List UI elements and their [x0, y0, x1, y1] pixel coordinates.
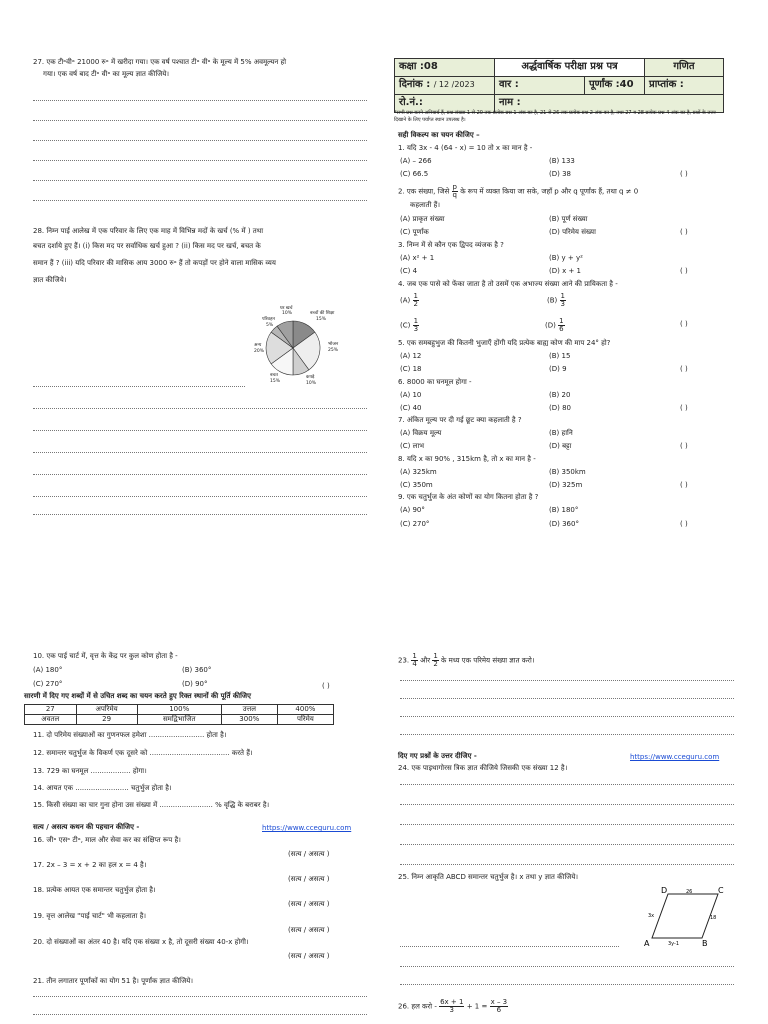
q23-f2-num: 1 [433, 652, 438, 660]
q21-answer-lines [33, 990, 367, 1020]
q28-text-line4: ज्ञात कीजिये। [33, 276, 67, 284]
q2-text-mid: के रूप में व्यक्त किया जा सके, जहाँ p और q पूर्णांक हैं, तथा q ≠ 0 [460, 187, 639, 196]
class-label: कक्षा :08 [395, 59, 495, 77]
q28-text-line1: 28. निम्न पाई आलेख में एक परिवार के लिए एक माह में विभिन्न मदों के खर्च (% में ) तथा [33, 227, 264, 235]
word-bank-row [25, 705, 334, 715]
pie-label: बचत [270, 373, 278, 378]
q4d-num: 1 [559, 317, 564, 325]
q27-text-line2: गया। एक वर्ष बाद टी॰ वी॰ का मूल्य ज्ञात कीजिये। [43, 70, 170, 78]
q10-option-d[interactable]: (D) 90° [182, 680, 208, 688]
side-ab-label: 3y-1 [668, 941, 680, 947]
website-link-left[interactable]: https://www.cceguru.com [262, 824, 352, 832]
q25-answer-lines [400, 940, 734, 990]
q26-f2-den: 6 [496, 1006, 502, 1014]
q27-text-line1: 27. एक टी॰वी॰ 21000 रु॰ में खरीदा गया। एक वर्ष पश्चात टी॰ वी॰ के मूल्य में 5% अवमूल्यन हो [33, 58, 287, 66]
q23-f1-den: 4 [412, 660, 417, 668]
pie-label: 10% [282, 311, 293, 316]
q10-option-a[interactable]: (A) 180° [33, 666, 63, 674]
q5-text: 5. एक समबहुभुज की कितनी भुजाएँ होंगी यदि प्रत्येक बाह्य कोण की माप 24° हो? [398, 339, 611, 347]
q4-option-c[interactable] [400, 318, 419, 333]
day-label: वार : [495, 77, 585, 95]
date-label: दिनांक : [399, 79, 431, 91]
q23-f2-den: 2 [433, 660, 438, 668]
q28-text-line2: बचत दर्शाये हुए हैं। (i) किस मद पर सर्वाधिक खर्च हुआ ? (ii) किस मद पर खर्च, बचत के [33, 242, 261, 250]
word-bank-cell: 29 [76, 715, 137, 725]
side-dc-label: 26 [686, 889, 693, 895]
q2-answer-bracket[interactable]: ( ) [680, 228, 688, 236]
q19-true-false[interactable]: (सत्य / असत्य ) [288, 926, 330, 934]
q23-text [398, 653, 535, 668]
q23-answer-lines [400, 670, 734, 740]
q2-option-d[interactable]: (D) परिमेय संख्या [549, 228, 596, 236]
q25-text: 25. निम्न आकृति ABCD समान्तर चतुर्भुज है। x तथा y ज्ञात कीजिये। [398, 873, 579, 881]
q9-option-d[interactable]: (D) 360° [549, 520, 579, 528]
q8-option-d[interactable]: (D) 325m [549, 481, 583, 489]
q15-text: 15. किसी संख्या का चार गुना होना उस संख्या में ........................ % वृद्धि के बराबर है। [33, 801, 270, 809]
q17-text: 17. 2x – 3 = x + 2 का हल x = 4 है। [33, 861, 147, 869]
q7-option-d[interactable]: (D) बट्टा [549, 442, 572, 450]
word-bank-row [25, 715, 334, 725]
word-bank-cell: 100% [137, 705, 221, 715]
pie-label: 10% [306, 381, 317, 386]
q21-text: 21. तीन लगातार पूर्णांकों का योग 51 है। पूर्णांक ज्ञात कीजिये। [33, 977, 193, 985]
score-label: प्राप्तांक : [645, 77, 724, 95]
website-link-right[interactable]: https://www.cceguru.com [630, 753, 720, 761]
q18-true-false[interactable]: (सत्य / असत्य ) [288, 900, 330, 908]
q23-text-end: के मध्य एक परिमेय संख्या ज्ञात करो। [441, 656, 535, 665]
pie-label: भोजन [328, 342, 339, 347]
q16-true-false[interactable]: (सत्य / असत्य ) [288, 850, 330, 858]
q23-f1-num: 1 [412, 652, 417, 660]
word-bank-cell: परिमेय [277, 715, 333, 725]
q4-option-d[interactable] [545, 318, 565, 333]
instructions: *सभी प्रश्न करने अनिवार्य हैं, प्रश्न संख्या 1 से 20 तक प्रत्येक प्रश्न 1 अंक का है, 21 से 26 तक प्रत्येक प्रश्न 2 अंक का है, तथा 27 व 28 प्रत्येक प्रश्न 4 अंक का है, प्रश्नों के उत्तर दिखाने के लिए पर्याप्त स्थान उपलब्ध है। [394, 110, 716, 123]
q3-option-d[interactable]: (D) x + 1 [549, 267, 581, 275]
q8-option-b[interactable]: (B) 350km [549, 468, 586, 476]
q2-frac-num: p [452, 183, 457, 191]
q23-fraction-1 [411, 653, 417, 668]
q5-answer-bracket[interactable]: ( ) [680, 365, 688, 373]
q4b-num: 1 [560, 292, 565, 300]
roll-label: रो.नं.: [395, 95, 495, 113]
word-bank-table [24, 704, 334, 725]
q26-label: 26. हल करो - [398, 1002, 437, 1011]
q26-text [398, 999, 508, 1014]
q8-option-c[interactable]: (C) 350m [400, 481, 433, 489]
q4-option-c-label: (C) [400, 321, 411, 330]
parallelogram-figure [640, 884, 730, 948]
q2-option-a[interactable]: (A) प्राकृत संख्या [400, 215, 445, 223]
q18-text: 18. प्रत्येक आयत एक समान्तर चतुर्भुज होता है। [33, 886, 156, 894]
name-label: नाम : [495, 95, 724, 113]
section-mcq-heading: सही विकल्प का चयन कीजिए – [398, 131, 480, 139]
pie-label: घर खर्च [280, 306, 293, 311]
q9-answer-bracket[interactable]: ( ) [680, 520, 688, 528]
q26-mid: + 1 = [466, 1002, 488, 1011]
q2-fraction [452, 184, 458, 199]
pie-label: कपड़े [306, 375, 315, 380]
q4-text: 4. जब एक पासे को फेंका जाता है तो उसमें एक अभाज्य संख्या आने की प्रायिकता है - [398, 280, 618, 288]
q10-option-b[interactable]: (B) 360° [182, 666, 212, 674]
q9-option-b[interactable]: (B) 180° [549, 506, 579, 514]
q5-option-d[interactable]: (D) 9 [549, 365, 567, 373]
pie-label: 25% [328, 348, 339, 353]
q4-option-d-frac [558, 318, 564, 333]
q5-option-c[interactable]: (C) 18 [400, 365, 422, 373]
pie-label: 15% [316, 317, 327, 322]
q3-text: 3. निम्न में से कौन एक द्विपद व्यंजक है ? [398, 241, 504, 249]
q4c-den: 3 [413, 325, 419, 333]
q28-text-line3: समान हैं ? (iii) यदि परिवार की मासिक आय 3000 रु॰ हैं तो कपड़ों पर होने वाला मासिक व्यय [33, 259, 276, 267]
word-bank-cell: उत्तल [221, 705, 277, 715]
q28-answer-lines [33, 380, 367, 520]
q26-fraction-1 [439, 999, 464, 1014]
q4-option-a-label: (A) [400, 296, 411, 305]
q2-text [398, 184, 638, 199]
vertex-a: A [644, 939, 650, 948]
parallelogram-shape [652, 894, 718, 938]
q8-answer-bracket[interactable]: ( ) [680, 481, 688, 489]
q17-true-false[interactable]: (सत्य / असत्य ) [288, 875, 330, 883]
q6-option-b[interactable]: (B) 20 [549, 391, 571, 399]
q23-number: 23. [398, 656, 410, 665]
word-bank-cell: अवतल [25, 715, 77, 725]
q1-option-d[interactable]: (D) 38 [549, 170, 571, 178]
side-ad-label: 3x [648, 913, 655, 919]
q6-answer-bracket[interactable]: ( ) [680, 404, 688, 412]
q7-option-b[interactable]: (B) हानि [549, 429, 573, 437]
date-value: / 12 /2023 [433, 80, 475, 90]
q24-answer-lines [400, 778, 734, 868]
pie-label: अन्य [254, 343, 262, 348]
q1-answer-bracket[interactable]: ( ) [680, 170, 688, 178]
q4-option-a[interactable] [400, 293, 419, 308]
true-false-heading: सत्य / असत्य कथन की पहचान कीजिए - [33, 823, 140, 831]
pie-label: परिवहन [262, 317, 275, 322]
q3-option-a[interactable]: (A) x² + 1 [400, 254, 435, 262]
q3-option-b[interactable]: (B) y + y² [549, 254, 583, 262]
q6-option-d[interactable]: (D) 80 [549, 404, 571, 412]
q6-text: 6. 8000 का घनमूल होगा - [398, 378, 472, 386]
q4-answer-bracket[interactable]: ( ) [680, 320, 688, 328]
q2-frac-den: q [452, 191, 457, 199]
date-cell [395, 77, 495, 95]
q16-text: 16. जी॰ एस॰ टी॰, माल और सेवा कर का संक्षिप्त रूप है। [33, 836, 181, 844]
q3-option-c[interactable]: (C) 4 [400, 267, 418, 275]
q8-option-a[interactable]: (A) 325km [400, 468, 437, 476]
q2-option-b[interactable]: (B) पूर्ण संख्या [549, 215, 588, 223]
pie-label: बच्चों की शिक्षा [310, 311, 335, 316]
pie-label: 20% [254, 349, 265, 354]
q1-text: 1. यदि 3x - 4 (64 - x) = 10 तो x का मान है - [398, 144, 533, 152]
q10-option-c[interactable]: (C) 270° [33, 680, 63, 688]
word-bank-cell: 300% [221, 715, 277, 725]
word-bank-cell: 400% [277, 705, 333, 715]
exam-header-table [394, 58, 724, 113]
q4b-den: 3 [560, 300, 565, 308]
q23-and: और [420, 656, 431, 665]
word-bank-cell: 27 [25, 705, 77, 715]
q7-option-c[interactable]: (C) लाभ [400, 442, 425, 450]
side-bc-label: 18 [710, 915, 717, 921]
q4a-den: 2 [413, 300, 418, 308]
pie-label: 15% [270, 379, 281, 384]
q9-option-c[interactable]: (C) 270° [400, 520, 430, 528]
word-bank-cell: अपरिमेय [76, 705, 137, 715]
q2-text-end: कहलाती हैं। [410, 201, 441, 209]
vertex-d: D [661, 886, 668, 895]
q4-option-b-label: (B) [547, 296, 558, 305]
vertex-c: C [718, 886, 724, 895]
q4-option-d-label: (D) [545, 321, 556, 330]
q10-answer-bracket[interactable]: ( ) [322, 682, 330, 690]
q2-text-start: 2. एक संख्या, जिसे [398, 187, 450, 196]
q26-fraction-2 [490, 999, 509, 1014]
vertex-b: B [702, 939, 708, 948]
q5-option-b[interactable]: (B) 15 [549, 352, 571, 360]
q7-option-a[interactable]: (A) विक्रय मूल्य [400, 429, 442, 437]
q4c-num: 1 [413, 317, 419, 325]
q12-text: 12. समान्तर चतुर्भुज के विकर्ण एक दूसरे को .................................... करते हैं। [33, 749, 253, 757]
subject-label: गणित [645, 59, 724, 77]
q4-option-b-frac [560, 293, 566, 308]
q1-option-a[interactable]: (A) – 266 [400, 157, 432, 165]
exam-title: अर्द्धवार्षिक परीक्षा प्रश्न पत्र [495, 59, 645, 77]
pie-label: 5% [266, 323, 274, 328]
q4-option-c-frac [413, 318, 419, 333]
q14-text: 14. आयत एक ........................ चतुर्भुज होता है। [33, 784, 172, 792]
q10-text: 10. एक पाई चार्ट में, वृत्त के केंद्र पर कुल कोण होता है - [33, 652, 178, 660]
q9-text: 9. एक चतुर्भुज के अंत कोणों का योग कितना होता है ? [398, 493, 539, 501]
short-answer-heading: दिए गए प्रश्नों के उत्तर दीजिए - [398, 752, 477, 760]
word-bank-cell: समद्विभाजित [137, 715, 221, 725]
q4a-num: 1 [413, 292, 418, 300]
total-marks-label: पूर्णांक :40 [585, 77, 645, 95]
q7-answer-bracket[interactable]: ( ) [680, 442, 688, 450]
q5-option-a[interactable]: (A) 12 [400, 352, 422, 360]
q6-option-a[interactable]: (A) 10 [400, 391, 422, 399]
q2-option-c[interactable]: (C) पूर्णांक [400, 228, 429, 236]
q23-fraction-2 [432, 653, 438, 668]
q3-answer-bracket[interactable]: ( ) [680, 267, 688, 275]
q7-text: 7. अंकित मूल्य पर दी गई छूट क्या कहलाती है ? [398, 416, 522, 424]
q27-answer-lines [33, 88, 367, 208]
q24-text: 24. एक पाइथागोरस त्रिक ज्ञात कीजिये जिसकी एक संख्या 12 है। [398, 764, 568, 772]
q11-text: 11. दो परिमेय संख्याओं का गुणनफल हमेशा ......................... होता है। [33, 731, 227, 739]
q26-f2-num: x – 3 [490, 998, 508, 1006]
pie-chart [248, 300, 358, 392]
q13-text: 13. 729 का घनमूल .................. होगा। [33, 767, 147, 775]
q9-option-a[interactable]: (A) 90° [400, 506, 425, 514]
q19-text: 19. वृत्त आलेख "पाई चार्ट" भी कहलाता है। [33, 912, 147, 920]
q6-option-c[interactable]: (C) 40 [400, 404, 422, 412]
q4-option-b[interactable] [547, 293, 566, 308]
q20-true-false[interactable]: (सत्य / असत्य ) [288, 952, 330, 960]
q4-option-a-frac [413, 293, 419, 308]
q1-option-c[interactable]: (C) 66.5 [400, 170, 429, 178]
q8-text: 8. यदि x का 90% , 315km है, तो x का मान है - [398, 455, 536, 463]
fill-blanks-heading: सारणी में दिए गए शब्दों में से उचित शब्द का चयन करते हुए रिक्त स्थानों की पूर्ति कीजिए [24, 692, 251, 700]
q26-f1-den: 3 [449, 1006, 455, 1014]
q4d-den: 6 [559, 325, 564, 333]
q26-f1-num: 6x + 1 [440, 998, 464, 1006]
q1-option-b[interactable]: (B) 133 [549, 157, 575, 165]
q20-text: 20. दो संख्याओं का अंतर 40 है। यदि एक संख्या x है, तो दूसरी संख्या 40-x होगी। [33, 938, 249, 946]
